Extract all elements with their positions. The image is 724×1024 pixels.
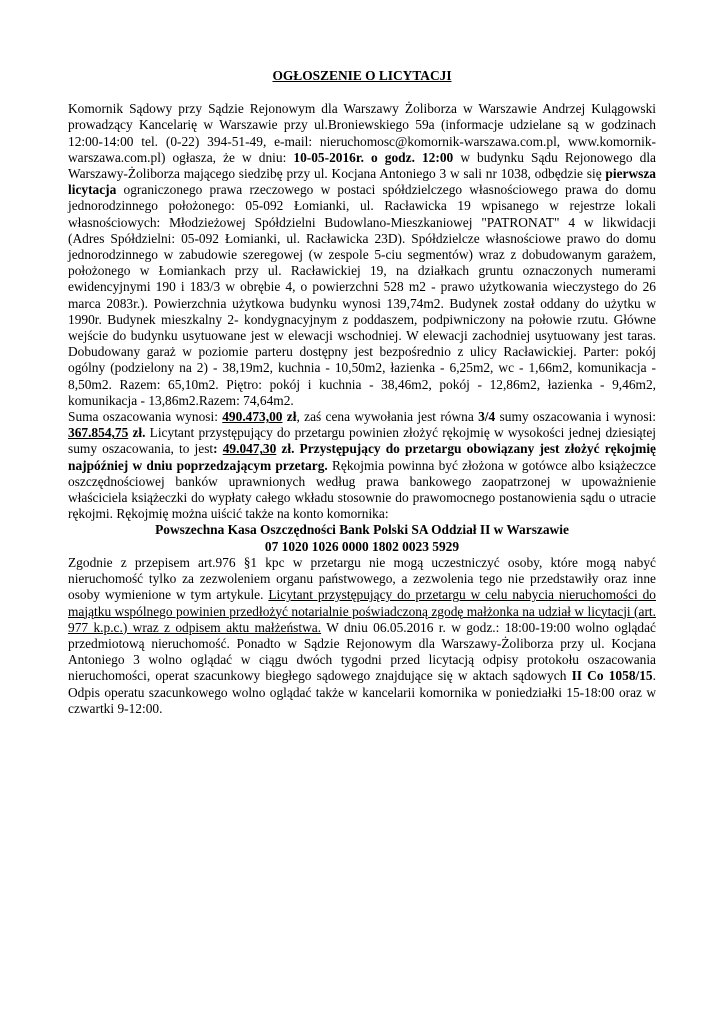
paragraph-text: sumy oszacowania i wynosi: [495, 409, 657, 425]
paragraph-text: Rękojmia powinna być złożona w gotówce albo książeczce oszczędnościowej banków uprawnionych według prawa bankowego zaopatrzonej w upoważnienie właściciela książeczki do wypłaty całego wkładu stosownie do prawomocnego postanowienia sądu o utracie rękojmi. Rękojmię można uiścić także na konto komornika: [68, 457, 656, 522]
fraction: 3/4 [478, 409, 496, 425]
deposit-deadline: Przystępujący do przetargu obowiązany jest złożyć rękojmię najpóźniej w dniu poprzedzającym przetarg. [68, 441, 657, 473]
valuation-amount: 490.473,00 [222, 409, 283, 425]
paragraph-text: ograniczonego prawa rzeczowego w postaci spółdzielczego własnościowego prawa do domu jednorodzinnego położonego: 05-092 Łomianki, ul. Racławicka 19 wpisanego w rejestrze lokali własnościowych: Młodzieżowej Spółdzielni Budowlano-Mieszkaniowej "PATRONAT" 4 w likwidacji (Adres Spółdzielni: 05-092 Łomianki, ul. Racławicka 23D). Spółdzielcze własnościowe prawo do domu jednorodzinnego w zabudowie szeregowej (w zespole 5-ciu segmentów) wraz z dobudowanym garażem, położonego w Łomiankach przy ul. Racławickiej 19, na działkach gruntu oznaczonych numerami ewidencyjnymi 190 i 183/3 w obrębie 4, o powierzchni 528 m2 - prawo użytkowania wieczystego do 26 marca 2083r.). Powierzchnia użytkowa budynku wynosi 139,74m2. Budynek został oddany do użytku w 1990r. Budynek mieszkalny 2- kondygnacyjnym z poddaszem, podpiwniczony na połowie rzutu. Główne wejście do budynku usytuowane jest w elewacji wschodniej. W elewacji zachodniej usytuowany jest taras. Dobudowany garaż w poziomie parteru dostępny jest bezpośrednio z ulicy Racławickiej. Parter: pokój ogólny (podzielony na 2) - 38,19m2, kuchnia - 10,50m2, łazienka - 6,25m2, wc - 1,66m2, komunikacja - 8,50m2. Razem: 65,10m2. Piętro: pokój i kuchnia - 38,46m2, pokój - 12,86m2, łazienka - 9,46m2, komunikacja - 13,86m2.Razem: 74,64m2. [68, 182, 656, 408]
announcement-paragraph [68, 101, 656, 409]
auction-type: pierwsza licytacja [68, 166, 656, 198]
paragraph-text: Komornik Sądowy przy Sądzie Rejonowym dla Warszawy Żoliborza w Warszawie Andrzej Kulągowski prowadzący Kancelarię w Warszawie przy ul.Broniewskiego 59a (informacje udzielane są w godzinach 12:00-14:00 tel. (0-22) 394-51-49, e-mail: nieruchomosc@komornik-warszawa.com.pl, www.komornik-warszawa.com.pl) ogłasza, że w dniu: [68, 101, 656, 165]
currency: zł [282, 409, 297, 425]
currency: zł. [276, 441, 295, 457]
document-page [68, 68, 656, 717]
document-title: OGŁOSZENIE O LICYTACJI [272, 68, 452, 83]
case-number: II Co 1058/15 [571, 668, 653, 684]
bank-account: 07 1020 1026 0000 1802 0023 5929 [264, 538, 460, 554]
paragraph-text: , zaś cena wywołania jest równa [296, 409, 479, 425]
currency: zł. [128, 425, 146, 441]
paragraph-text: w budynku Sądu Rejonowego dla Warszawy-Żoliborza mającego siedzibę przy ul. Kocjana Antoniego 3 w sali nr 1038, odbędzie się [68, 149, 656, 182]
auction-date: 10-05-2016r. o godz. 12:00 [293, 149, 454, 165]
valuation-paragraph [68, 409, 656, 522]
paragraph-text: Zgodnie z przepisem art.976 §1 kpc w przetargu nie mogą uczestniczyć osoby, które mogą nabyć nieruchomość tylko za zezwoleniem organu państwowego, a zezwolenia tego nie przedstawiły oraz inne osoby wymienione w tym artykule. [68, 554, 656, 603]
bank-name: Powszechna Kasa Oszczędności Bank Polski SA Oddział II w Warszawie [155, 522, 569, 538]
starting-price: 367.854,75 [68, 425, 129, 441]
spouse-consent-note: Licytant przystępujący do przetargu w celu nabycia nieruchomości do majątku wspólnego powinien przedłożyć notarialnie poświadczoną zgodę małżonka na udział w licytacji (art. 977 k.p.c.) wraz z odpisem aktu małżeństwa. [68, 587, 656, 635]
colon: : [213, 441, 223, 457]
paragraph-text: Suma oszacowania wynosi: [68, 409, 223, 425]
paragraph-text: W dniu 06.05.2016 r. w godz.: 18:00-19:00 wolno oglądać przedmiotową nieruchomość. Ponadto w Sądzie Rejonowym dla Warszawy-Żoliborza przy ul. Kocjana Antoniego 3 wolno oglądać w ciągu dwóch tygodni przed licytacją odpisy protokołu oszacowania nieruchomości, operat szacunkowy biegłego sądowego znajdujące się w aktach sądowych [68, 619, 657, 684]
paragraph-text: . Odpis operatu szacunkowego wolno oglądać także w kancelarii komornika w poniedziałki 15-18:00 oraz w czwartki 9-12:00. [68, 668, 656, 716]
deposit-amount: 49.047,30 [222, 441, 277, 457]
paragraph-text: Licytant przystępujący do przetargu powinien złożyć rękojmię w wysokości jednej dziesiątej sumy oszacowania, to jest [68, 425, 656, 457]
conditions-paragraph [68, 555, 656, 717]
